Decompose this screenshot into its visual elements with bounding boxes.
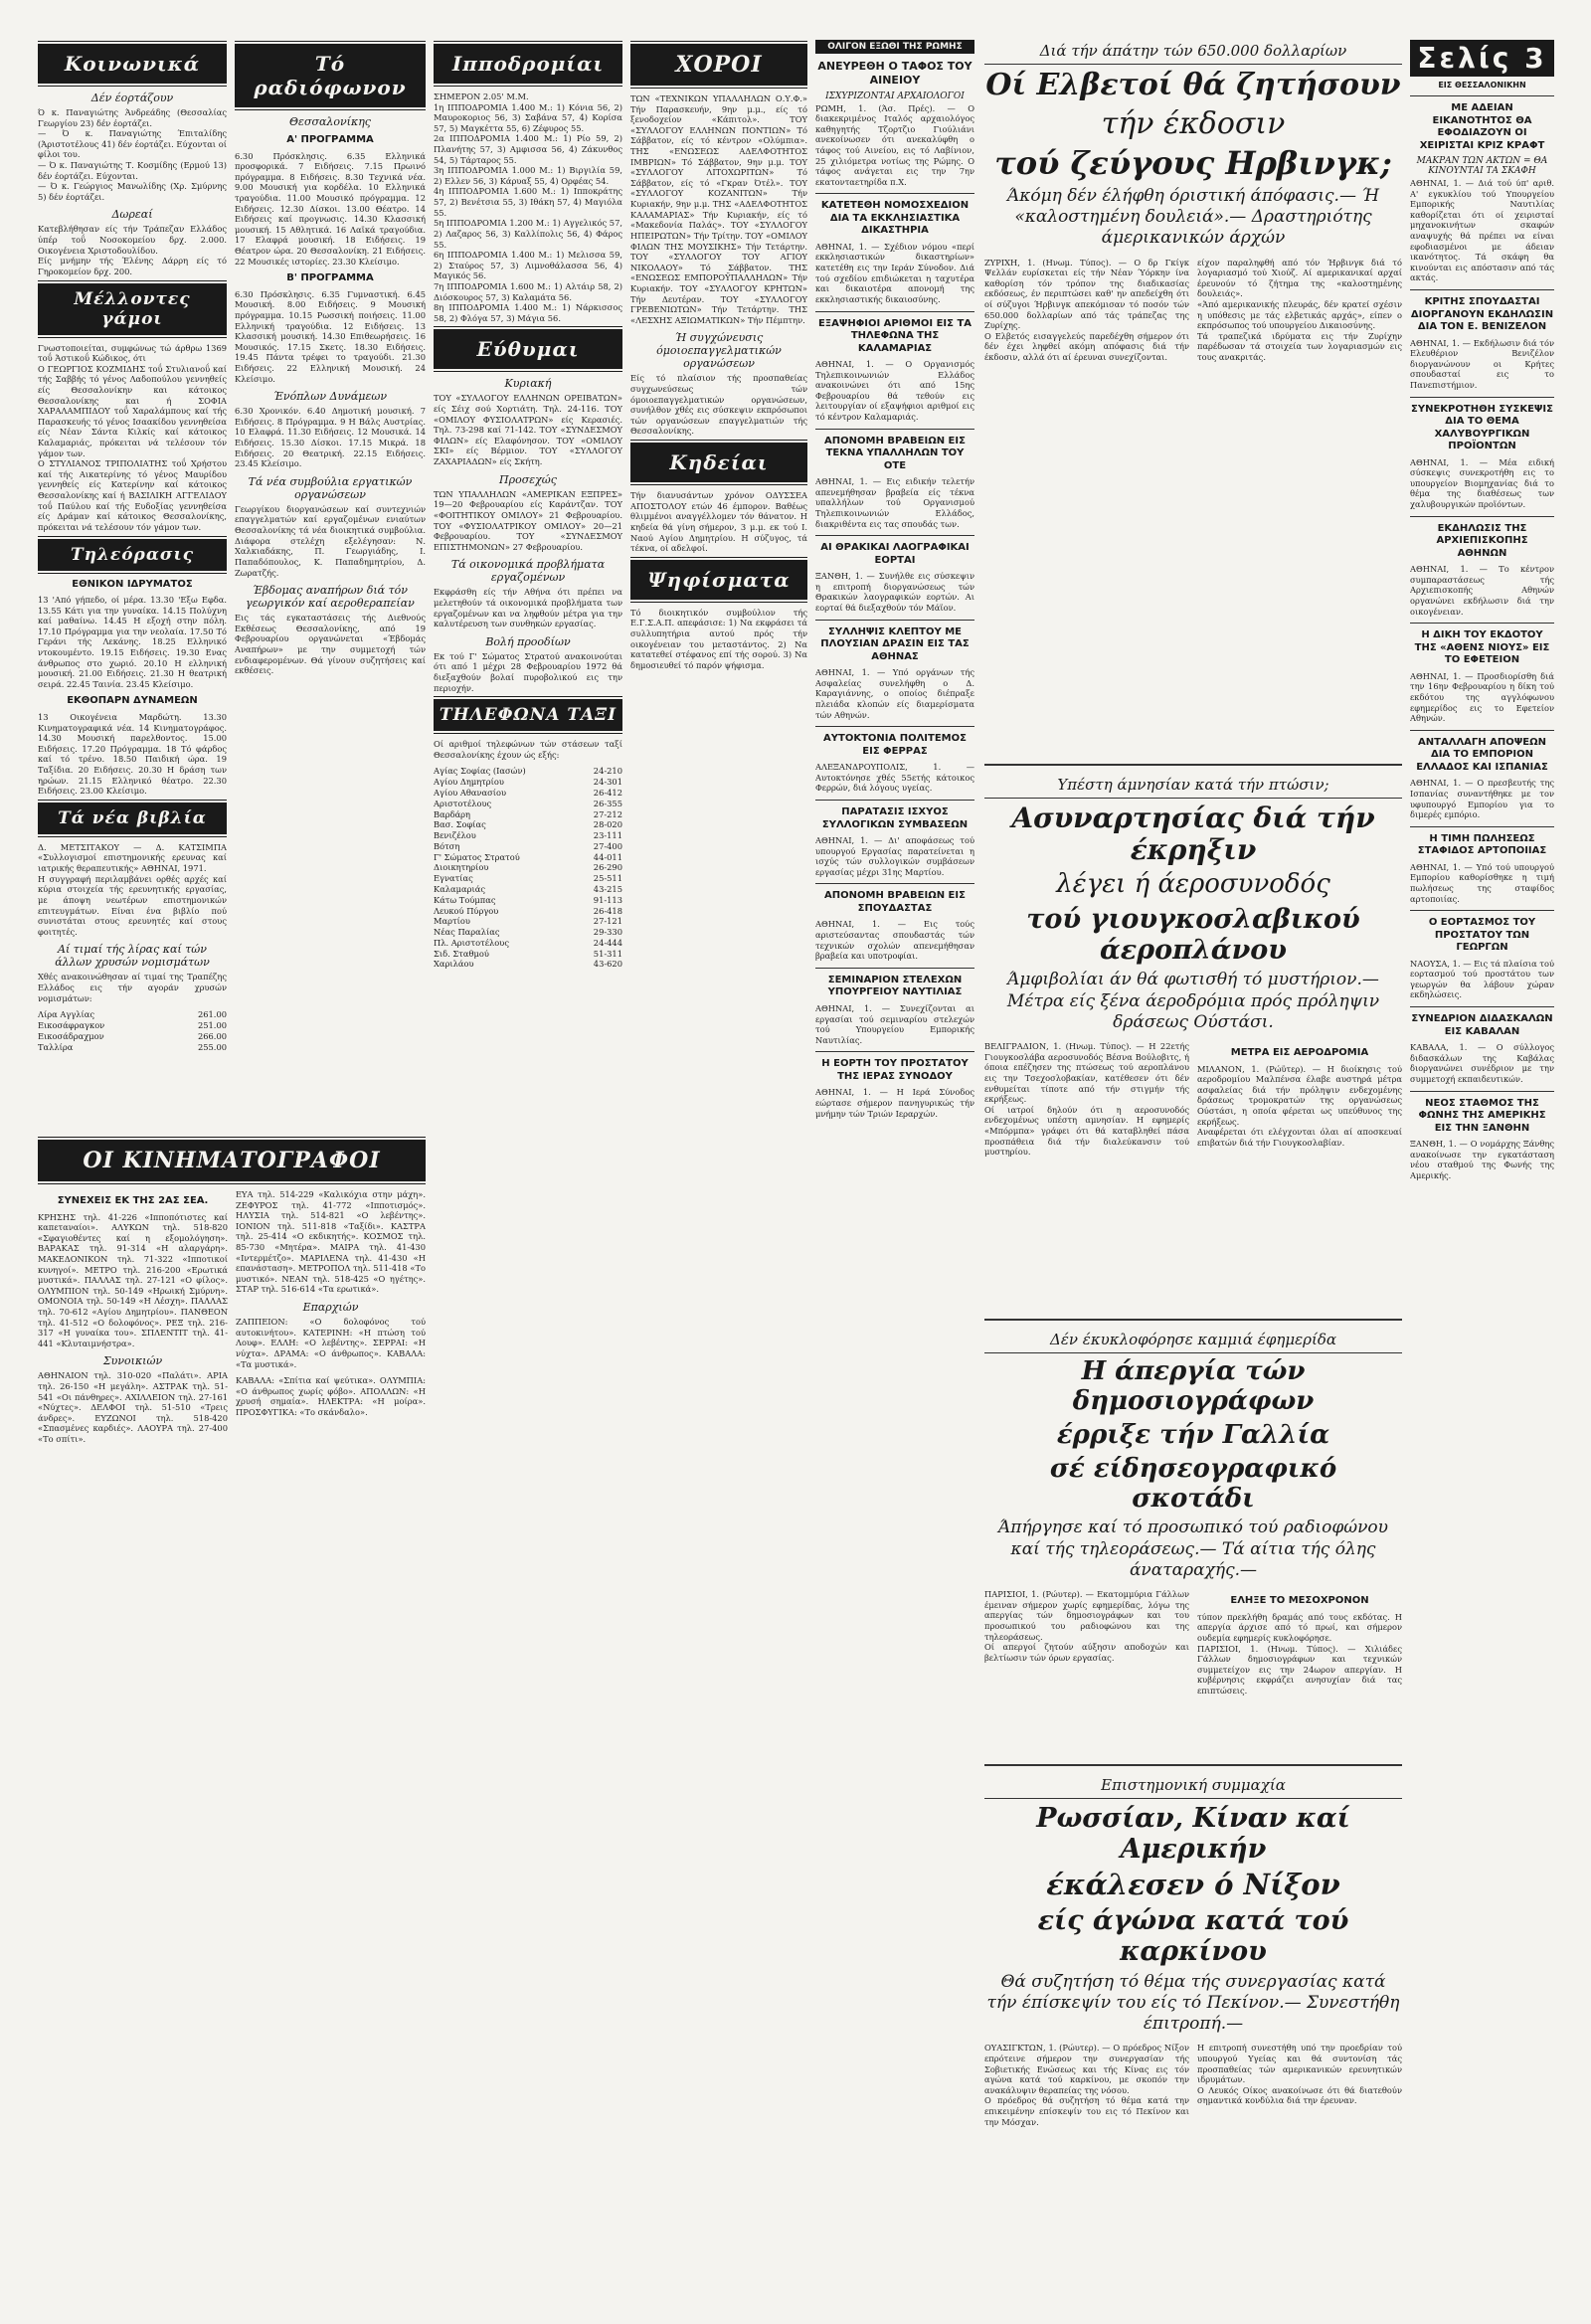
taxi-stand-name: Πλ. Αριστοτέλους <box>434 937 509 948</box>
taxi-stand-name: Αγίας Σοφίας (Ιασών) <box>434 766 526 777</box>
headline-contracts: ΠΑΡΑΤΑΣΙΣ ΙΣΧΥΟΣ ΣΥΛΛΟΓΙΚΩΝ ΣΥΜΒΑΣΕΩΝ <box>821 806 969 830</box>
heading-program-a: Α' ΠΡΟΓΡΑΜΜΑ <box>286 134 374 145</box>
banner-radio: Τό ραδιόφωνον <box>235 44 426 107</box>
banner-weddings: Μέλλοντες γάμοι <box>38 283 227 335</box>
text-contracts: ΑΘΗΝΑΙ, 1. — Δι' αποφάσεως τού υπουργού Εργασίας παρατείνεται η ισχύς τών συλλογικών συμβάσεων εργασίας μέχρι 31ης Μαρτίου. <box>815 835 974 877</box>
text-tv-eir: 13 'Από γήπεδο, οί μέρα. 13.30 'Εξω Εφδα. 13.55 Κάτι για την γυναίκα. 14.15 Πολύχνη καί μαθαίνω. 14.45 Η εξοχή στην πόλη. 17.10 Πρόγραμμα για την νεολαία. 17.50 Τό Γεράνι τής Λεκάνης. 18.25 Ελληνικό ντοκουμέντο. 19.15 Ειδήσεις. 19.30 Ενας άνθρωπος στο χωριό. 20.10 Η ελληνική μουσική. 21.00 Ειδήσεις. 21.30 Η θεατρική σειρά. 22.45 Ταινία. 23.45 Κλείσιμο. <box>38 595 227 689</box>
taxi-row <box>434 959 622 970</box>
text-dances: ΤΩΝ «ΤΕΧΝΙΚΩΝ ΥΠΑΛΛΗΛΩΝ Ο.Υ.Φ.» Τήν Παρασκευήν, 9ην μ.μ., είς τό ξενοδοχείον «Κάπιτολ». ΤΟΥ «ΣΥΛΛΟΓΟΥ ΕΛΛΗΝΩΝ ΠΟΝΤΙΩΝ» Τό Σάββατον, είς τό κέντρον «Ολύμπια». ΤΗΣ «ΕΝΩΣΕΩΣ ΑΔΕΛΦΟΤΗΤΟΣ ΙΜΒΡΙΩΝ» Τό Σάββατον, 9ην μ.μ. ΤΟΥ «ΣΥΛΛΟΓΟΥ ΛΙΤΟΧΩΡΙΤΩΝ» Τό Σάββατον, είς τό «Γκραν Ότέλ». ΤΟΥ «ΣΥΛΛΟΓΟΥ ΚΟΖΑΝΙΤΩΝ» Τήν Κυριακήν, 9ην μ.μ. ΤΗΣ «ΑΔΕΛΦΟΤΗΤΟΣ ΚΑΛΑΜΑΡΙΑΣ» Τήν Κυριακήν, είς τό «Μακεδονία Παλάς». ΤΟΥ «ΣΥΛΛΟΓΟΥ ΗΠΕΙΡΩΤΩΝ» Τήν Τρίτην. ΤΟΥ «ΟΜΙΛΟΥ ΦΙΛΩΝ ΤΗΣ ΜΟΥΣΙΚΗΣ» Τήν Τετάρτην. ΤΟΥ «ΣΥΛΛΟΓΟΥ ΤΟΥ ΑΓΙΟΥ ΝΙΚΟΛΑΟΥ» Τό Σάββατον. ΤΗΣ «ΕΝΩΣΕΩΣ ΕΜΠΟΡΟΫΠΑΛΛΗΛΩΝ» Τήν Κυριακήν. ΤΟΥ «ΣΥΛΛΟΓΟΥ ΚΡΗΤΩΝ» Τήν Δευτέραν. ΤΟΥ «ΣΥΛΛΟΓΟΥ ΓΡΕΒΕΝΙΩΤΩΝ» Τήν Τετάρτην. ΤΗΣ «ΛΕΣΧΗΣ ΑΞΙΩΜΑΤΙΚΩΝ» Τήν Πέμπτην. <box>630 93 807 325</box>
deck-cancer: Θά συζητήση τό θέμα τής συνεργασίας κατά τήν έπίσκεψίν του είς τό Πεκίνον.— Συνεστήθη έπιτροπή.— <box>986 1971 1400 2035</box>
text-plane-left: ΒΕΛΙΓΡΑΔΙΟΝ, 1. (Ηνωμ. Τύπος). — Η 22ετής Γιουγκοσλάβα αεροσυνοδός Βέσνα Βούλοβιτς, ή όποια επέζησεν της πτώσεως τού αεροπλάνου εις την Τσεχοσλοβακίαν, κατέθεσεν ότι δέν ενθυμείται τίποτε από τήν στιγμήν τής εκρήξεως. Οί ιατροί δηλούν ότι η αεροσυνοδός ενδεχομένως υπέστη αμνησίαν. Η εφημερίς «Μπόρμπα» γράφει ότι θά καταβληθεί πάσα προσπάθεια διά τήν διαλεύκανσιν τού μυστηρίου. <box>984 1041 1189 1158</box>
gold-price-row: Ταλλίρα 255.00 <box>38 1041 227 1052</box>
text-tv-yened: 13 Οικογένεια Μαρδώτη. 13.30 Κινηματογραφικά νέα. 14 Κινηματογράφος. 14.30 Μουσική παρελθοντος. 15.00 Ειδήσεις. 17.20 Πρόγραμμα. 18 Τό φάρδος καί τό τρένο. 18.50 Παιδική ώρα. 19 Ταξίδια. 20 Ειδήσεις. 20.30 Η δράση των ηρώων. 21.15 Ελληνικό θέατρο. 22.30 Ειδήσεις. 23.00 Κλείσιμο. <box>38 711 227 797</box>
divider <box>1410 623 1554 624</box>
headline-plane-2: λέγει ή άεροσυνοδός <box>1056 869 1330 900</box>
column-news-briefs <box>815 40 974 2297</box>
article-plane-columns <box>984 1041 1402 1163</box>
heading-upcoming: Προσεχώς <box>499 472 557 486</box>
text-not-celebrating: Ό κ. Παναγιώτης Άνδρεάδης (Θεσσαλίας Γεωργίου 23) δέν έορτάζει. — Ό κ. Παναγιώτης Έπιταλίδης (Άριστοτέλους 41) δέν έορτάζει. Εύχονται οί φίλοι του. — Ό κ. Παναγιώτης Τ. Κοσμίδης (Ερμού 13) δέν έορτάζει. Εύχονται. — Ό κ. Γεώργιος Μανωλίδης (Χρ. Σμύρνης 5) δέν έορτάζει. <box>38 107 227 202</box>
divider <box>815 535 974 536</box>
deck-irving: Άκόμη δέν έλήφθη όριστική άπόφασις.— Ή «καλοστημένη δουλειά».— Δραστηριότης άμερικανικών άρχών <box>1006 185 1380 249</box>
taxi-row <box>434 777 622 788</box>
headline-raisin-price: Η ΤΙΜΗ ΠΩΛΗΣΕΩΣ ΣΤΑΦΙΔΟΣ ΑΡΤΟΠΟΙΙΑΣ <box>1417 832 1547 857</box>
text-cinema-list-5: ΚΑΒΑΛΑ: «Σπίτια καί ψεύτικα». ΟΛΥΜΠΙΑ: «Ο άνθρωπος χωρίς φόβο». ΑΠΟΛΛΩΝ: «Η χρυσή σημαία». ΗΛΕΚΤΡΑ: «Η μοίρα». ΠΡΟΣΦΥΓΙΚΑ: «Το σκάνδαλο». <box>236 1375 426 1417</box>
headline-seminar: ΣΕΜΙΝΑΡΙΟΝ ΣΤΕΛΕΧΩΝ ΥΠΟΥΡΓΕΙΟΥ ΝΑΥΤΙΛΙΑΣ <box>827 974 963 998</box>
heading-tv-eir: ΕΘΝΙΚΟΝ ΙΔΡΥΜΑΤΟΣ <box>72 578 193 590</box>
divider <box>815 800 974 801</box>
text-craft-license: ΑΘΗΝΑΙ, 1. — Διά τού ύπ' αριθ. Α' εγκυκλίου τού Υπουργείου Εμπορικής Ναυτιλίας καθορίζεται ότι οί χειρισταί μηχανοκινήτων σκαφών αναψυχής θά πρέπει να είναι εφοδιασμένοι με άδειαν ικανότητος. Τά σκάφη θα κινούνται εις απόστασιν από τάς ακτάς. <box>1410 178 1554 283</box>
divider <box>1410 95 1554 96</box>
text-cancer-left: ΟΥΑΣΙΓΚΤΩΝ, 1. (Ρώυτερ). — Ο πρόεδρος Νίξον επρότεινε σήμερον την συνεργασίαν τής Σοβιετικής Ενώσεως και τής Κίνας εις τόν αγώνα κατά τού καρκίνου, με σκοπόν την ανακάλυψιν θεραπείας της νόσου. Ο πρόεδρος θά συζητήση τό θέμα κατά την επικειμένην επίσκεψίν του εις τό Πεκίνον και την Μόσχαν. <box>984 2043 1189 2127</box>
heading-cinema-continuous: ΣΥΝΕΧΕΙΣ ΕΚ ΤΗΣ 2ΑΣ ΣΕΑ. <box>57 1195 209 1206</box>
heading-economic-problems: Τά οικονομικά προβλήματα εργαζομένων <box>450 558 606 585</box>
taxi-stand-name: Διοικητηρίου <box>434 862 489 873</box>
taxi-stand-name: Σιδ. Σταθμού <box>434 948 489 959</box>
text-aeneas: ΡΩΜΗ, 1. (Άσ. Πρές). — Ο διακεκριμένος Ιταλός αρχαιολόγος καθηγητής Τζορτζιο Γιούλιάνι ανεκοίνωσεν ότι ανεκαλύφθη ο τάφος τού Αινείου, εις τό Λαβίνιον, 25 χιλιόμετρα νοτίως της Ρώμης. Ο τάφος ανάγεται εις την 7ην εκατονταετηρίδα π.Χ. <box>815 102 974 187</box>
heading-disabled-week: Έβδομας αναπήρων διά τόν γεωργικόν καί αεροθεραπείαν <box>246 584 415 611</box>
column-radio <box>235 40 426 1129</box>
divider <box>815 620 974 621</box>
kicker-strike: Δέν έκυκλοφόρησε καμμιά έφημερίδα <box>984 1331 1402 1353</box>
text-cinema-list-2: ΑΘΗΝΑΙΟΝ τηλ. 310-020 «Παλάτι». ΑΡΙΑ τηλ. 26-150 «Η μεγάλη». ΑΣΤΡΑΚ τηλ. 51-541 «Οι πάνθηρες». ΑΧΙΛΛΕΙΟΝ τηλ. 27-161 «Νύχτες». ΔΕΛΦΟΙ τηλ. 51-510 «Τρεις άνδρες». ΕΥΖΩΝΟΙ τηλ. 518-420 «Σπασμένες καρδιές». ΛΑΟΥΡΑ τηλ. 27-400 «Το σπίτι». <box>38 1370 228 1445</box>
headline-thief-arrest: ΣΥΛΛΗΨΙΣ ΚΛΕΠΤΟΥ ΜΕ ΠΛΟΥΣΙΑΝ ΔΡΑΣΙΝ ΕΙΣ ΤΑΣ ΑΘΗΝΑΣ <box>820 626 970 662</box>
divider <box>815 726 974 727</box>
banner-taxi: ΤΗΛΕΦΩΝΑ ΤΑΞΙ <box>434 699 622 731</box>
gold-price-row: Εικοσάφραγκον 251.00 <box>38 1019 227 1030</box>
headline-ote-awards: ΑΠΟΝΟΜΗ ΒΡΑΒΕΙΩΝ ΕΙΣ ΤΕΚΝΑ ΥΠΑΛΛΗΛΩΝ ΤΟΥ ΟΤΕ <box>824 435 966 471</box>
gold-price-list <box>38 1009 227 1052</box>
newspaper-page <box>38 40 1554 2297</box>
divider <box>815 883 974 884</box>
taxi-stand-phone: 26-418 <box>593 905 622 916</box>
text-irving-left: ΖΥΡΙΧΗ, 1. (Ηνωμ. Τύπος). — Ο δρ Γκίγκ Ψελλάν ευρίσκεται είς τήν Νέαν Ύόρκην ίνα καθορίση τόν τρόπον της διαδικασίας εκδόσεως, έν περιπτώσει καθ' ην απεδείχθη ότι οί σύζυγοι Ήρβινγκ απεκόμισαν τό ποσόν τών 650.000 δολλαρίων από τάς τράπεζας της Ζυρίχης. Ο Ελβετός εισαγγελεύς παρεδέχθη σήμερον ότι δέν έχει ληφθεί ακόμη απόφασις διά τήν έκδοσιν, αλλά ότι αί έρευναι συνεχίζονται. <box>984 257 1189 363</box>
divider <box>1410 397 1554 398</box>
article-strike-columns <box>984 1589 1402 1701</box>
text-spain-trade: ΑΘΗΝΑΙ, 1. — Ο πρεσβευτής της Ισπανίας συναντήθηκε με τον υφυπουργό Εμπορίου για το διμερές εμπόριο. <box>1410 778 1554 820</box>
text-taxi: Οί αριθμοί τηλεφώνων τών στάσεων ταξί Θεσσαλονίκης έχουν ώς εξής: <box>434 739 622 760</box>
divider <box>984 764 1402 766</box>
taxi-stand-phone: 26-290 <box>593 862 622 873</box>
taxi-row <box>434 788 622 799</box>
taxi-stand-phone: 23-111 <box>593 830 622 841</box>
text-teachers-congress: ΚΑΒΑΛΑ, 1. — Ο σύλλογος διδασκάλων της Καβάλας διοργανώνει συνέδριον με την συμμετοχή εκπαιδευτικών. <box>1410 1042 1554 1084</box>
taxi-stand-name: Βασ. Σοφίας <box>434 819 486 830</box>
taxi-stand-name: Βότση <box>434 840 460 851</box>
taxi-stand-name: Κάτω Τούμπας <box>434 894 496 905</box>
divider <box>815 311 974 312</box>
text-merger: Είς τό πλαίσιον τής προσπαθείας συγχωνεύσεως τών όμοιοεπαγγελματικών οργανώσεων, συνήλθον χθές εις σύσκεψιν εκπρόσωποι τών οργανώσεων επαγγελματιών τής Θεσσαλονίκης. <box>630 373 807 437</box>
divider <box>815 429 974 430</box>
text-cancer-right: Η επιτροπή συνεστήθη υπό την προεδρίαν τού υπουργού Υγείας και θά συντονίση τάς προσπαθείας τών αμερικανικών ερευνητικών ιδρυμάτων. Ο Λευκός Οίκος ανακοίνωσε ότι θά διατεθούν σημαντικά κονδύλια διά την έρευναν. <box>1197 2043 1402 2106</box>
text-resolutions: Τό διοικητικόν συμβούλιον τής Ε.Γ.Σ.Α.Π. απεφάσισε: 1) Να εκφράσει τά συλλυπητήρια αυτού πρός τήν οικογένειαν του μεταστάντος. 2) Να κατατεθεί στέφανος επί τής σορού. 3) Να δημοσιευθεί τό παρόν ψήφισμα. <box>630 607 807 670</box>
taxi-stand-name: Βαρδάρη <box>434 808 471 819</box>
text-weddings: Γνωστοποιείται, συμφώνως τώ άρθρω 1369 τοΰ Άστικοΰ Κώδικος, ότι Ο ΓΕΩΡΓΙΟΣ ΚΟΖΜΙΔΗΣ τοΰ Στυλιανοΰ καί τής Σαββής τό γένος Λαδοπούλου γεννηθείς είς Θεσσαλονίκην και κάτοικος Θεσσαλονίκης και ή ΣΟΦΙΑ ΧΑΡΑΛΑΜΠΙΔΟΥ τοΰ Χαραλάμπους καί τής Παρασκευής τό γένος Ισαακίδου γεννηθείσα είς Νέαν Σάντα Κιλκίς καί κάτοικος Καλαμαριάς, πρόκειται νά τελέσουν τόν γάμον των. Ο ΣΤΥΛΙΑΝΟΣ ΤΡΙΠΟΛΙΑΤΗΣ τοΰ Χρήστου καί τής Αικατερίνης τό γένος Μαυρίδου γεννηθείς είς Κατερίνην καί κάτοικος Θεσσαλονίκης καί ή ΒΑΣΙΛΙΚΗ ΑΓΓΕΛΙΔΟΥ τοΰ Παύλου καί τής Ευδοξίας γεννηθείσα είς Δράμαν καί κάτοικος Θεσσαλονίκης, πρόκειται νά τελέσουν τόν γάμον των. <box>38 342 227 532</box>
deck-strike: Άπήργησε καί τό προσωπικό τού ραδιοφώνου καί τής τηλεοράσεως.— Τά αίτια τής όλης άναταραχής.— <box>998 1518 1388 1580</box>
taxi-row <box>434 916 622 927</box>
taxi-stand-name: Λευκού Πύργου <box>434 905 499 916</box>
heading-labour-councils: Τά νέα συμβούλια εργατικών οργανώσεων <box>248 474 413 501</box>
headline-cancer-2: έκάλεσεν ό Νίξον <box>1046 1868 1340 1902</box>
article-nixon-cancer <box>984 1774 1402 2271</box>
headline-cancer-1: Ρωσσίαν, Κίναν καί Αμερικήν <box>1036 1803 1350 1866</box>
column-page-three <box>1410 40 1554 2297</box>
heading-radio-thessaloniki: Θεσσαλονίκης <box>289 115 371 128</box>
text-phone-numbers: ΑΘΗΝΑΙ, 1. — Ο Οργανισμός Τηλεπικοινωνιών Ελλάδος ανακοινώνει ότι από 15ης Φεβρουαρίου θά τεθούν εις λειτουργίαν οί εξαψήφιοι αριθμοί εις τό κέντρον Καλαμαριάς. <box>815 359 974 423</box>
heading-merger: Ή συγχώνευσις όμοιοεπαγγελματικών οργανώσεων <box>656 331 782 371</box>
banner-horse-races: Ιπποδρομίαι <box>434 44 622 84</box>
kicker-cancer: Επιστημονική συμμαχία <box>984 1776 1402 1799</box>
text-steel: ΑΘΗΝΑΙ, 1. — Μέα ειδική σύσκεψις συνεκροτήθη εις το υπουργείον Βιομηχανίας διά το θέμα της διαθέσεως των χαλυβουργικών προϊόντων. <box>1410 456 1554 510</box>
taxi-stand-name: Καλαμαριάς <box>434 884 486 895</box>
divider <box>1410 516 1554 517</box>
taxi-stand-phone: 26-412 <box>593 787 622 798</box>
taxi-stand-name: Νέας Παραλίας <box>434 927 500 938</box>
headline-athens-news: Η ΔΙΚΗ ΤΟΥ ΕΚΔΟΤΟΥ ΤΗΣ «ΑΘΕΝΣ ΝΙΟΥΣ» ΕΙΣ ΤΟ ΕΦΕΤΕΙΟΝ <box>1414 629 1550 666</box>
text-student-awards: ΑΘΗΝΑΙ, 1. — Εις τούς αριστεύσαντας σπουδαστάς τών τεχνικών σχολών απενεμήθησαν βραβεία και υποτροφίαι. <box>815 919 974 962</box>
headline-cancer-3: είς άγώνα κατά τού καρκίνου <box>1037 1905 1349 1968</box>
headline-suicide: ΑΥΤΟΚΤΟΝΙΑ ΠΟΛΙΤΕΜΟΣ ΕΙΣ ΦΕΡΡΑΣ <box>823 733 967 757</box>
text-irving-right: είχον παραληφθή από τόν Ήρβινγκ διά τό λογαριασμό τού Χιούζ. Αί αμερικανικαί αρχαί έρευνούν τό ζήτημα της «καλοστημένης δουλειάς». «Άπό αμερικανικής πλευράς, δέν κρατεί σχέσιν η υπόθεσις με τάς ελβετικάς αρχάς», είπεν ο εκπρόσωπος τού υπουργείου Δικαιοσύνης. Τά τραπεζικά ιδρύματα εις τήν Ζυρίχην παρέδωσαν τά στοιχεία των λογαριασμών εις τους ανακριτάς. <box>1197 257 1402 363</box>
headline-strike-2: έρριξε τήν Γαλλία <box>1056 1419 1330 1450</box>
taxi-list <box>434 766 622 970</box>
subhead-strike-end: ΕΛΗΞΕ ΤΟ ΜΕΣΟΧΡΟΝΟΝ <box>1230 1595 1369 1607</box>
headline-plane-3: τού γιουγκοσλαβικού άεροπλάνου <box>1026 904 1360 967</box>
headline-venizelos: ΚΡΙΤΗΣ ΣΠΟΥΔΑΣΤΑΙ ΔΙΟΡΓΑΝΟΥΝ ΕΚΔΗΛΩΣΙΝ ΔΙΑ ΤΟΝ Ε. ΒΕΝΙΖΕΛΟΝ <box>1410 296 1554 333</box>
taxi-row <box>434 906 622 917</box>
text-church-courts: ΑΘΗΝΑΙ, 1. — Σχέδιον νόμου «περί εκκλησιαστικών δικαστηρίων» κατετέθη εις την Ιεράν Σύνοδον. Διά τού σχεδίου επιδιώκεται η ταχυτέρα και δικαιοτέρα απονομή της εκκλησιαστικής δικαιοσύνης. <box>815 241 974 304</box>
headline-plane-1: Ασυναρτησίας διά τήν έκρηξιν <box>1011 802 1375 867</box>
banner-funerals: Κηδείαι <box>630 443 807 482</box>
text-labour-councils: Γεωργίκου διοργανώσεων καί συντεχνιών επαγγελματών καί εργαζομένων ενιαύτων Θεσσαλονίκης τά νέα διοικητικά συμβούλια. Διάφορα στελέχη εξελέγησαν: Ν. Χαλκιαδάκης, Π. Γεωργιάδης, Ι. Παπαδόπουλος, Κ. Παπαδημητρίου, Δ. Ζωρατζής. <box>235 503 426 578</box>
taxi-row <box>434 852 622 863</box>
text-program-b: 6.30 Πρόσκλησις. 6.35 Γυμναστική. 6.45 Μουσική. 8.00 Ειδήσεις. 9 Μουσική πρόγραμμα. 10.15 Ρωσσική ποιήσεις. 11.00 Ελληνική τραγούδια. 12 Ειδήσεις. 13 Κλασσική μουσική. 14.30 Επιθεωρήσεις. 16 Μουσικός. 17.15 Σκετς. 18.30 Ειδήσεις. 19.45 Πάντα τρέφει το τραγούδι. 21.30 Ειδήσεις. 22 Ελληνική Μουσική. 24 Κλείσιμο. <box>235 288 426 384</box>
text-donations: Κατεβλήθησαν είς τήν Τράπεζαν Ελλάδος ύπέρ τοΰ Νοσοκομείου δρχ. 2.000. Οικογένεια Χριστοδουλίδου. Είς μνήμην τής Έλένης Δάρρη είς τό Γηροκομείον δρχ. 200. <box>38 224 227 276</box>
taxi-row <box>434 841 622 852</box>
divider <box>1410 1006 1554 1007</box>
subhead-craft-license: ΜΑΚΡΑΝ ΤΩΝ ΑΚΤΩΝ = ΘΑ ΚΙΝΟΥΝΤΑΙ ΤΑ ΣΚΑΦΗ <box>1416 156 1548 176</box>
taxi-stand-phone: 24-444 <box>593 937 622 948</box>
taxi-stand-name: Αγίου Αθανασίου <box>434 787 507 798</box>
headline-thracian-festivals: ΑΙ ΘΡΑΚΙΚΑΙ ΛΑΟΓΡΑΦΙΚΑΙ ΕΟΡΤΑΙ <box>820 542 970 566</box>
taxi-stand-phone: 43-215 <box>593 884 622 895</box>
taxi-stand-name: Αριστοτέλους <box>434 798 492 808</box>
main-stories <box>984 40 1402 2297</box>
column-dances <box>630 40 807 2297</box>
subhead-airport-measures: ΜΕΤΡΑ ΕΙΣ ΑΕΡΟΔΡΟΜΙΑ <box>1230 1047 1369 1059</box>
taxi-row <box>434 873 622 884</box>
headline-teachers-congress: ΣΥΝΕΔΡΙΟΝ ΔΙΔΑΣΚΑΛΩΝ ΕΙΣ ΚΑΒΑΛΑΝ <box>1411 1013 1553 1037</box>
kicker-irving: Διά τήν άπάτην τών 650.000 δολλαρίων <box>984 42 1402 65</box>
taxi-stand-name: Χαριλάου <box>434 959 474 970</box>
banner-excursions: Εύθυμαι <box>434 329 622 369</box>
subhead-aeneas: ΙΣΧΥΡΙΖΟΝΤΑΙ ΑΡΧΑΙΟΛΟΓΟΙ <box>825 90 965 101</box>
taxi-stand-phone: 24-210 <box>593 766 622 777</box>
taxi-stand-name: Μαρτίου <box>434 916 470 927</box>
heading-tv-yened: ΕΚΘΟΠΑΡΝ ΔΥΝΑΜΕΩΝ <box>67 695 198 707</box>
taxi-stand-phone: 91-113 <box>593 894 622 905</box>
headline-strike-3: σέ είδησεογραφικό σκοτάδι <box>1049 1453 1337 1514</box>
heading-cinema-provinces: Επαρχιών <box>302 1301 359 1315</box>
headline-church-courts: ΚΑΤΕΤΕΘΗ ΝΟΜΟΣΧΕΔΙΟΝ ΔΙΑ ΤΑ ΕΚΚΛΗΣΙΑΣΤΙΚΑ ΔΙΚΑΣΤΗΡΙΑ <box>820 200 970 237</box>
kicker-plane: Υπέστη άμνησίαν κατά τήν πτώσιν; <box>984 776 1402 799</box>
taxi-row <box>434 766 622 777</box>
text-strike-left: ΠΑΡΙΣΙΟΙ, 1. (Ρώυτερ). — Εκατομμύρια Γάλλων έμειναν σήμερον χωρίς εφημερίδας, λόγω της απεργίας τών δημοσιογράφων και του προσωπικού του ραδιοφώνου και της τηλεοράσεως. Οί απεργοί ζητούν αύξησιν αποδοχών και βελτίωσιν τών όρων εργασίας. <box>984 1589 1189 1663</box>
taxi-stand-phone: 27-400 <box>593 840 622 851</box>
page-three-subtitle: ΕΙΣ ΘΕΣΣΑΛΟΝΙΚΗΝ <box>1438 81 1526 89</box>
taxi-stand-phone: 44-011 <box>593 851 622 862</box>
taxi-stand-name: Βενιζέλου <box>434 830 476 841</box>
taxi-row <box>434 830 622 841</box>
heading-sunday: Κυριακή <box>504 377 552 391</box>
text-cinema-list-4: ΖΑΠΠΕΙΟΝ: «Ο δολοφόνος τού αυτοκινήτου». ΚΑΤΕΡΙΝΗ: «Η πτώση τού Λουφ». ΕΛΛΗ: «Ο λεβέντης». ΣΕΡΡΑΙ: «Η νύχτα». ΔΡΑΜΑ: «Ο άνθρωπος». ΚΑΒΑΛΑ: «Τα μυστικά». <box>236 1317 426 1369</box>
divider <box>984 1764 1402 1766</box>
headline-steel: ΣΥΝΕΚΡΟΤΗΘΗ ΣΥΣΚΕΨΙΣ ΔΙΑ ΤΟ ΘΕΜΑ ΧΑΛΥΒΟΥΡΓΙΚΩΝ ΠΡΟΪΟΝΤΩΝ <box>1411 403 1553 452</box>
text-cinema-list-3: ΕΥΑ τηλ. 514-229 «Καλικόχια στην μάχη». ΖΕΦΥΡΟΣ τηλ. 41-772 «Ιπποτισμός». ΗΛΥΣΙΑ τηλ. 514-821 «Ο λεβέντης». ΙΟΝΙΟΝ τηλ. 511-818 «Ταξίδι». ΚΑΣΤΡΑ τηλ. 25-414 «Ο εκδικητής». ΚΟΣΜΟΣ τηλ. 85-730 «Μητέρα». ΜΑΙΡΑ τηλ. 41-430 «Ιντερμέτζο». ΜΑΡΙΛΕΝΑ τηλ. 41-430 «Η επανάσταση». ΜΕΤΡΟΠΟΛ τηλ. 511-418 «Το μυστικό». ΝΕΑΝ τηλ. 518-425 «Ο ηγέτης». ΣΤΑΡ τηλ. 516-614 «Τα ερωτικά». <box>236 1189 426 1295</box>
taxi-stand-name: Γ' Σώματος Στρατού <box>434 851 520 862</box>
column-social <box>38 40 227 1129</box>
divider <box>1410 910 1554 911</box>
text-artillery: Εκ τού Γ' Σώματος Στρατού ανακοινούται ότι από 1 μέχρι 28 Φεβρουαρίου 1972 θά διεξαχθούν βολαί πυροβολικού εις την περιοχήν. <box>434 650 622 693</box>
divider <box>984 1319 1402 1321</box>
text-disabled-week: Εις τάς εγκαταστάσεις τής Διεθνούς Εκθέσεως Θεσσαλονίκης, από 19 Φεβρουαρίου οργανώνεται «Έβδομάς Αναπήρων» με την συμμετοχή τών ενδιαφερομένων. Θά γίνουν συζητήσεις καί εκθέσεις. <box>235 613 426 676</box>
taxi-stand-phone: 25-511 <box>593 873 622 884</box>
text-thief-arrest: ΑΘΗΝΑΙ, 1. — Υπό οργάνων τής Ασφαλείας συνελήφθη ο Δ. Καραγιάννης, ο οποίος διέπραξε πλειάδα κλοπών είς διαμερίσματα τών Αθηνών. <box>815 667 974 720</box>
text-athens-news: ΑΘΗΝΑΙ, 1. — Προσδιορίσθη διά την 16ην Φεβρουαρίου η δίκη τού εκδότου της αγγλόφωνου εφημερίδος εις το Εφετείον Αθηνών. <box>1410 670 1554 724</box>
divider <box>1410 826 1554 827</box>
text-horse-races: ΣΗΜΕΡΟΝ 2.05' Μ.Μ. 1η ΙΠΠΟΔΡΟΜΙΑ 1.400 Μ.: 1) Κόνια 56, 2) Μαυροκοριος 56, 3) Σαβάνα 57, 4) Κορίσα 57, 5) Μαγκέττα 55, 6) Ζέφυρος 55. 2α ΙΠΠΟΔΡΟΜΙΑ 1.400 Μ.: 1) Ρίο 59, 2) Πλανήτης 57, 3) Αμφισσα 56, 4) Ζάκυνθος 54, 5) Τάρταρος 55. 3η ΙΠΠΟΔΡΟΜΙΑ 1.000 Μ.: 1) Βιργιλία 59, 2) Ελλεν 56, 3) Κάρυαξ 55, 4) Ορφέας 54. 4η ΙΠΠΟΔΡΟΜΙΑ 1.600 Μ.: 1) Ιπποκράτης 57, 2) Βενέτσια 55, 3) Ιθάκη 57, 4) Μαγιόλα 55. 5η ΙΠΠΟΔΡΟΜΙΑ 1.200 Μ.: 1) Αγγελικός 57, 2) Λαζαρος 56, 3) Καλλίπολις 56, 4) Φάρος 55. 6η ΙΠΠΟΔΡΟΜΙΑ 1.400 Μ.: 1) Μελισσα 59, 2) Σταύρος 57, 3) Λιμνοθάλασσα 56, 4) Μαγικός 56. 7η ΙΠΠΟΔΡΟΜΙΑ 1.600 Μ.: 1) Αλτάιρ 58, 2) Διόσκουρος 57, 3) Καλαμάτα 56. 8η ΙΠΠΟΔΡΟΜΙΑ 1.400 Μ.: 1) Νάρκισσος 58, 2) Φλόγα 57, 3) Μάγια 56. <box>434 91 622 323</box>
article-irving <box>984 40 1402 756</box>
text-archdiocese: ΑΘΗΝΑΙ, 1. — Το κέντρον συμπαραστάσεως τής Αρχιεπισκοπής Αθηνών οργανώνει εκδήλωσιν διά την οικογένειαν. <box>1410 564 1554 617</box>
taxi-stand-phone: 27-121 <box>593 916 622 927</box>
headline-archdiocese: ΕΚΔΗΛΩΣΙΣ ΤΗΣ ΑΡΧΙΕΠΙΣΚΟΠΗΣ ΑΘΗΝΩΝ <box>1436 522 1528 559</box>
text-strike-right: τύπον πρεκλήθη δραμάς από τους εκδότας. Η απεργία άρχισε από τό πρωί, και σήμερον ουδεμία εφημερίς κυκλοφόρησε. ΠΑΡΙΣΙΟΙ, 1. (Ηνωμ. Τύπος). — Χιλιάδες Γάλλων δημοσιογράφων και τεχνικών συμμετείχον εις την 24ωρον απεργίαν. Η κυβέρνησις εκφράζει ανησυχίαν διά τας επιπτώσεις. <box>1197 1611 1402 1696</box>
banner-social: Κοινωνικά <box>38 44 227 84</box>
text-armed-forces: 6.30 Χρονικόν. 6.40 Δημοτική μουσική. 7 Ειδήσεις. 8 Πρόγραμμα. 9 Η Βάλς Αυστρίας. 10 Ελαφρά. 11.30 Ειδήσεις. 12 Μουσικά. 14 Ειδήσεις. 15.30 Δίσκοι. 17.15 Μικρά. 18 Ειδήσεις. 20 Θεατρική. 22.15 Ειδήσεις. 23.45 Κλείσιμο. <box>235 406 426 469</box>
banner-television: Τηλεόρασις <box>38 539 227 571</box>
strip-rome: ΟΛΙΓΟΝ ΕΞΩΘΙ ΤΗΣ ΡΩΜΗΣ <box>815 40 974 54</box>
heading-artillery: Βολή προοδίων <box>485 634 571 648</box>
banner-resolutions: Ψηφίσματα <box>630 560 807 600</box>
text-funerals: Τήν διανυσάντων χρόνον ΟΔΥΣΣΕΑ ΑΠΟΣΤΟΛΟΥ ετών 46 έμπορον. Βαθέως θλιμμένοι αναγγέλλομεν τόν θάνατον. Η κηδεία θά γίνη σήμερον, 3 μ.μ. εκ τού Ι. Ναού Αγίου Δημητρίου. Η σύζυγος, τά τέκνα, οί αδελφοί. <box>630 490 807 554</box>
taxi-stand-phone: 26-355 <box>593 798 622 808</box>
taxi-row <box>434 938 622 949</box>
article-yugoslav-plane <box>984 774 1402 1311</box>
text-suicide: ΑΛΕΞΑΝΔΡΟΥΠΟΛΙΣ, 1. — Αυτοκτόνησε χθές 55ετής κάτοικος Φερρών, διά λόγους υγείας. <box>815 762 974 794</box>
column-races <box>434 40 622 2297</box>
taxi-row <box>434 949 622 960</box>
taxi-row <box>434 927 622 938</box>
divider <box>815 1051 974 1052</box>
text-upcoming: ΤΩΝ ΥΠΑΛΛΗΛΩΝ «ΑΜΕΡΙΚΑΝ ΕΞΠΡΕΣ» 19—20 Φεβρουαρίου είς Καράντζαν. ΤΟΥ «ΦΟΙΤΗΤΙΚΟΥ ΟΜΙΛΟΥ» 21 Φεβρουαρίου. ΤΟΥ «ΦΥΣΙΟΛΑΤΡΙΚΟΥ ΟΜΙΛΟΥ» 20—21 Φεβρουαρίου. ΤΟΥ «ΣΥΝΔΕΣΜΟΥ ΕΠΙΣΤΗΜΟΝΩΝ» 27 Φεβρουαρίου. <box>434 488 622 552</box>
taxi-stand-phone: 28-020 <box>593 819 622 830</box>
banner-cinemas: ΟΙ ΚΙΝΗΜΑΤΟΓΡΑΦΟΙ <box>38 1140 426 1181</box>
taxi-row <box>434 884 622 895</box>
text-farmers-saint: ΝΑΟΥΣΑ, 1. — Εις τά πλαίσια τού εορτασμού τού προστάτου των γεωργών θα λάβουν χώραν εκδηλώσεις. <box>1410 958 1554 1000</box>
banner-new-books: Τά νέα βιβλία <box>38 803 227 834</box>
text-new-books: Δ. ΜΕΤΣΙΤΑΚΟΥ — Δ. ΚΑΤΣΙΜΠΑ «Συλλογισμοί επιστημονικής ερευνας καί ιατρικής θεραπευτικής» ΑΘΗΝΑΙ, 1971. Η συγγραφή περιλαμβάνει ορθές αρχές καί κύρια στοιχεία τής ερευνητικής εργασίας, με άποψη νεωτέρων επιστημονικών επιτευγμάτων. Είναι ένα βιβλίο πού συνιστάται στους ερευνητές καί στους φοιτητές. <box>38 841 227 937</box>
deck-plane: Άμφιβολίαι άν θά φωτισθή τό μυστήριον.— Μέτρα είς ξένα άεροδρόμια πρός πρόληψιν δράσεως Ούστάσι. <box>1006 970 1380 1032</box>
heading-program-b: Β' ΠΡΟΓΡΑΜΜΑ <box>286 272 374 284</box>
headline-irving-3: τού ζεύγους Ηρβινγκ; <box>994 144 1392 182</box>
article-irving-columns <box>984 258 1402 369</box>
headline-aeneas: ΑΝΕΥΡΕΘΗ Ο ΤΑΦΟΣ ΤΟΥ ΑΙΝΕΙΟΥ <box>817 60 972 87</box>
text-synod: ΑΘΗΝΑΙ, 1. — Η Ιερά Σύνοδος εώρτασε σήμερον πανηγυρικώς τήν μνήμην τών Τριών Ιεραρχών. <box>815 1087 974 1119</box>
headline-voa-xanthi: ΝΕΟΣ ΣΤΑΘΜΟΣ ΤΗΣ ΦΩΝΗΣ ΤΗΣ ΑΜΕΡΙΚΗΣ ΕΙΣ ΤΗΝ ΞΑΝΘΗΝ <box>1418 1097 1546 1134</box>
text-voa-xanthi: ΞΑΝΘΗ, 1. — Ο νομάρχης Ξάνθης ανακοίνωσε την εγκατάσταση νέου σταθμού της Φωνής της Αμερικής. <box>1410 1139 1554 1180</box>
divider <box>1410 730 1554 731</box>
taxi-row <box>434 895 622 906</box>
taxi-stand-name: Αγίου Δημητρίου <box>434 777 504 788</box>
gold-price-row: Εικοσάδραχμον 266.00 <box>38 1030 227 1041</box>
headline-farmers-saint: Ο ΕΟΡΤΑΣΜΟΣ ΤΟΥ ΠΡΟΣΤΑΤΟΥ ΤΩΝ ΓΕΩΡΓΩΝ <box>1428 917 1536 954</box>
headline-irving-2: τήν έκδοσιν <box>1101 105 1286 141</box>
heading-gold-prices: Αί τιμαί τής λίρας καί τών άλλων χρυσών νομισμάτων <box>55 943 210 970</box>
taxi-row <box>434 809 622 820</box>
headline-spain-trade: ΑΝΤΑΛΛΑΓΗ ΑΠΟΨΕΩΝ ΔΙΑ ΤΟ ΕΜΠΟΡΙΟΝ ΕΛΛΑΔΟΣ ΚΑΙ ΙΣΠΑΝΙΑΣ <box>1416 736 1548 773</box>
page-three-logo: Σελίς 3 <box>1410 40 1554 77</box>
taxi-stand-phone: 51-311 <box>593 948 622 959</box>
headline-synod: Η ΕΟΡΤΗ ΤΟΥ ΠΡΟΣΤΑΤΟΥ ΤΗΣ ΙΕΡΑΣ ΣΥΝΟΔΟΥ <box>821 1058 969 1082</box>
text-seminar: ΑΘΗΝΑΙ, 1. — Συνεχίζονται αι εργασίαι τού σεμιναρίου στελεχών τού Υπουργείου Εμπορικής Ναυτιλίας. <box>815 1002 974 1045</box>
article-france-strike <box>984 1329 1402 1756</box>
taxi-stand-phone: 27-212 <box>593 808 622 819</box>
text-sunday: ΤΟΥ «ΣΥΛΛΟΓΟΥ ΕΛΛΗΝΩΝ ΟΡΕΙΒΑΤΩΝ» είς Σέιχ σού Χορτιάτη. Τηλ. 24-116. ΤΟΥ «ΟΜΙΛΟΥ ΦΥΣΙΟΛΑΤΡΩΝ» είς Κερασιές. Τηλ. 73-298 καί 71-142. ΤΟΥ «ΣΥΝΔΕΣΜΟΥ ΦΙΛΩΝ» είς Ελαφόνησον. ΤΟΥ «ΟΜΙΛΟΥ ΣΚΙ» είς Βέρμιον. ΤΟΥ «ΣΥΛΛΟΓΟΥ ΖΑΧΑΡΙΑΔΩΝ» είς Σκήτη. <box>434 393 622 467</box>
divider <box>1410 289 1554 290</box>
heading-cinema-neighbourhoods: Συνοικιών <box>102 1354 163 1368</box>
article-cancer-columns <box>984 2043 1402 2133</box>
headline-strike-1: Η άπεργία τών δημοσιογράφων <box>1072 1356 1315 1416</box>
text-venizelos: ΑΘΗΝΑΙ, 1. — Εκδήλωσιν διά τόν Ελευθέριον Βενιζέλον διοργανώνουν οι Κρήτες σπουδασταί εις το Πανεπιστήμιον. <box>1410 337 1554 391</box>
text-gold-prices: Χθές ανακοινώθησαν αί τιμαί της Τραπέζης Ελλάδος εις τήν αγοράν χρυσών νομισμάτων: <box>38 972 227 1003</box>
text-thracian-festivals: ΞΑΝΘΗ, 1. — Συνήλθε εις σύσκεψιν η επιτροπή διοργανώσεως τών Θρακικών λαογραφικών εορτών. Αι εορταί θά διεξαχθούν τόν Μάϊον. <box>815 571 974 614</box>
taxi-stand-phone: 43-620 <box>593 959 622 970</box>
divider <box>815 968 974 969</box>
divider <box>1410 1091 1554 1092</box>
headline-phone-numbers: ΕΞΑΨΗΦΙΟΙ ΑΡΙΘΜΟΙ ΕΙΣ ΤΑ ΤΗΛΕΦΩΝΑ ΤΗΣ ΚΑΛΑΜΑΡΙΑΣ <box>817 317 972 354</box>
heading-donations: Δωρεαί <box>111 208 153 222</box>
divider <box>815 193 974 194</box>
headline-craft-license: ΜΕ ΑΔΕΙΑΝ ΕΙΚΑΝΟΤΗΤΟΣ ΘΑ ΕΦΟΔΙΑΖΟΥΝ ΟΙ ΧΕΙΡΙΣΤΑΙ ΚΡΙΖ ΚΡΑΦΤ <box>1419 102 1545 151</box>
heading-armed-forces: Ένόπλων Δυνάμεων <box>272 390 388 404</box>
taxi-row <box>434 799 622 809</box>
heading-not-celebrating: Δέν έορτάζουν <box>90 91 174 104</box>
text-economic-problems: Εκφράσθη είς τήν Αθήνα ότι πρέπει να μελετηθούν τά οικονομικά προβλήματα των εργαζομένων και να ληφθούν μέτρα για την καλυτέρευση των συνθηκών εργασίας. <box>434 587 622 629</box>
text-raisin-price: ΑΘΗΝΑΙ, 1. — Υπό τού υπουργού Εμπορίου καθορίσθηκε η τιμή πωλήσεως της σταφίδος αρτοποιίας. <box>1410 861 1554 904</box>
taxi-stand-phone: 24-301 <box>593 777 622 788</box>
taxi-stand-phone: 29-330 <box>593 927 622 938</box>
text-cinema-list-1: ΚΡΗΣΗΣ τηλ. 41-226 «Ιπποπότιστες καί καπεταναίοι». ΑΛΥΚΩΝ τηλ. 518-820 «Σφαγιοθέντες καί η εξομολόγηση». ΒΑΡΑΚΑΣ τηλ. 91-314 «Η αλαργάρη». ΜΑΚΕΔΟΝΙΚΟΝ τηλ. 71-322 «Ιπποτικοί κυνηγοί». ΜΕΤΡΟ τηλ. 216-200 «Ερωτικά μυστικά». ΠΑΛΛΑΣ τηλ. 27-121 «Ο φίλος». ΟΛΥΜΠΙΟΝ τηλ. 50-149 «Ηρωική Σμύρνη». ΟΜΟΝΟΙΑ τηλ. 50-149 «Η Λέσχη». ΠΑΛΛΑΣ τηλ. 70-612 «Αγίου Δημητρίου». ΠΑΝΘΕΟΝ τηλ. 41-512 «Ο δολοφόνος». ΡΕΞ τηλ. 216-317 «Η γυναίκα του». ΣΠΛΕΝΤΙΤ τηλ. 41-441 «Κλυταιμνήστρα». <box>38 1211 228 1348</box>
text-program-a: 6.30 Πρόσκλησις. 6.35 Ελληνικά προσφορικά. 7 Ειδήσεις. 7.15 Πρωινό πρόγραμμα. 8 Ειδήσεις. 8.30 Τεχνικά νέα. 9.00 Μουσική για κορδέλα. 10 Ελληνικά τραγούδια. 11.00 Μουσικό πρόγραμμα. 12 Ειδήσεις. 12.30 Δίσκοι. 13.00 Θέατρο. 14 Ειδήσεις καί προγνωσις. 14.30 Κλασσική μουσική. 15 Αθλητικά. 16 Λαϊκά τραγούδια. 17 Ελαφρά μουσική. 18 Ειδήσεις. 19 Θέατρον ώρα. 20 Θεσσαλονίκη. 21 Ειδήσεις. 22 Μουσικές ιστορίες. 23.30 Κλείσιμο. <box>235 150 426 267</box>
headline-student-awards: ΑΠΟΝΟΜΗ ΒΡΑΒΕΙΩΝ ΕΙΣ ΣΠΟΥΔΑΣΤΑΣ <box>824 890 966 914</box>
cinema-columns <box>38 1189 426 1451</box>
cinema-section <box>38 1136 426 2289</box>
banner-dances: ΧΟΡΟΙ <box>630 44 807 86</box>
gold-price-row: Λίρα Αγγλίας 261.00 <box>38 1009 227 1020</box>
headline-irving-1: Οί Ελβετοί θά ζητήσουν <box>985 68 1401 102</box>
taxi-row <box>434 862 622 873</box>
taxi-row <box>434 819 622 830</box>
text-ote-awards: ΑΘΗΝΑΙ, 1. — Εις ειδικήν τελετήν απενεμήθησαν βραβεία είς τέκνα υπαλλήλων τού Οργανισμού Τηλεπικοινωνιών Ελλάδος, διακριθέντα εις τας σπουδάς των. <box>815 476 974 529</box>
text-plane-right: ΜΙΛΑΝΟΝ, 1. (Ρώϋτερ). — Η διοίκησις τού αεροδρομίου Μαλπένσα έλαβε αυστηρά μέτρα ασφαλείας διά τήν πρόληψιν ενδεχομένης δράσεως τρομοκρατών της οργανώσεως Ούστάσι, η οποία φέρεται ως υπεύθυνος της εκρήξεως. Αναφέρεται ότι ελέγχονται όλαι αί αποσκευαί επιβατών διά τήν Γιουγκοσλαβίαν. <box>1197 1063 1402 1148</box>
taxi-stand-name: Εγνατίας <box>434 873 473 884</box>
